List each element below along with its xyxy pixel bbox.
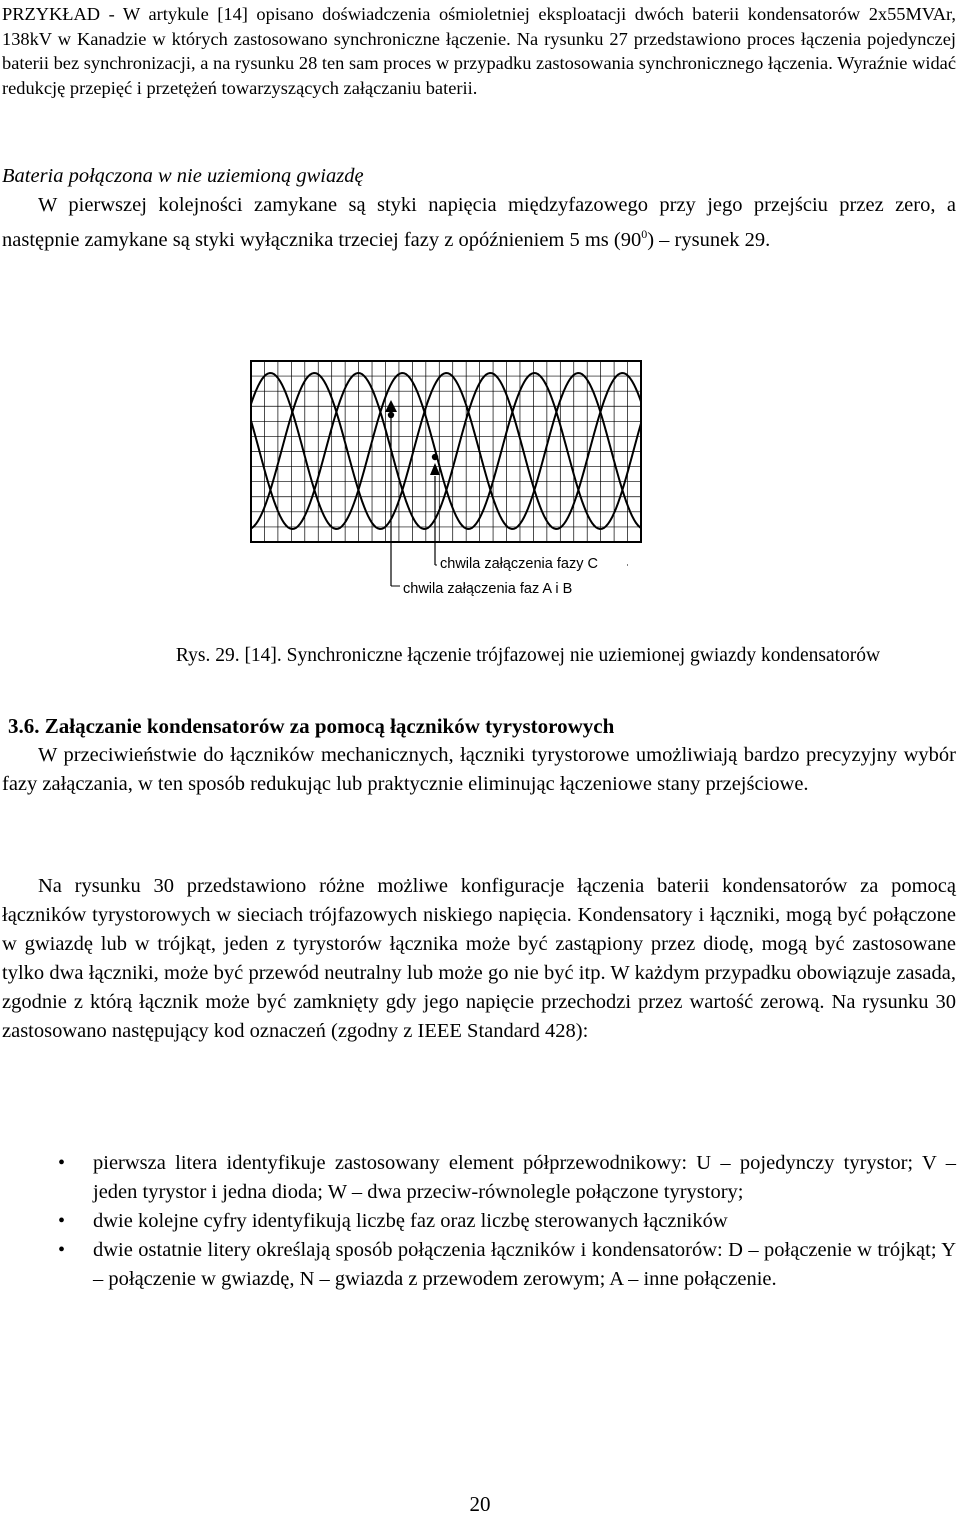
section-paragraph: W przeciwieństwie do łączników mechanicznych, łączniki tyrystorowe umożliwiają bardzo precyzyjny wybór fazy załączania, w ten sposób redukując lub praktycznie eliminując łączeniowe stany przejściowe. [2, 744, 956, 795]
paragraph-star-tail: ) – rysunek 29. [647, 228, 771, 251]
label-phase-c: chwila załączenia fazy C [440, 556, 598, 572]
list-item [0, 1207, 956, 1236]
bullet-icon: • [58, 1152, 66, 1174]
section-heading: 3.6. Załączanie kondensatorów za pomocą łączników tyrystorowych [8, 714, 615, 738]
page-number: 20 [469, 1492, 491, 1516]
code-legend-list [0, 1149, 956, 1294]
label-phase-ab: chwila załączenia faz A i B [403, 581, 573, 597]
grid [251, 361, 641, 542]
list-item [0, 1236, 956, 1294]
list-item-text: dwie ostatnie litery określają sposób połączenia łączników i kondensatorów: D – połączenie w trójkąt; Y – połączenie w gwiazdę, N – gwiazda z przewodem zerowym; A – inne połączenie. [93, 1239, 956, 1290]
paragraph-figure-30: Na rysunku 30 przedstawiono różne możliwe konfiguracje łączenia baterii kondensatorów za pomocą łączników tyrystorowych w sieciach trójfazowych niskiego napięcia. Kondensatory i łączniki, mogą być połączone w gwiazdę lub w trójkąt, jeden z tyrystorów łącznika może być zastąpiony przez diodę, mogą być zastosowane tylko dwa łączniki, może być przewód neutralny lub może go nie być itp. W każdym przypadku obowiązuje zasada, zgodnie z którą łącznik może być zamknięty gdy jego napięcie przechodzi przez wartość zerową. Na rysunku 30 zastosowano następujący kod oznaczeń (zgodny z IEEE Standard 428): [2, 875, 956, 1042]
list-item [0, 1149, 956, 1207]
subheading-ungrounded-star: Bateria połączona w nie uziemioną gwiazdę [2, 165, 364, 187]
degree-superscript: 0 [641, 227, 648, 241]
paragraph-star-text: W pierwszej kolejności zamykane są styki napięcia międzyfazowego przy jego przejściu przez zero, a następnie zamykane są styki wyłącznika trzeciej fazy z opóźnieniem 5 ms (90 [2, 194, 956, 251]
figure-29-waveforms [250, 360, 642, 600]
list-item-text: pierwsza litera identyfikuje zastosowany element półprzewodnikowy: U – pojedynczy tyrystor; V – jeden tyrystor i jedna dioda; W – dwa przeciw-równolegle połączone tyrystory; [93, 1152, 956, 1203]
list-item-text: dwie kolejne cyfry identyfikują liczbę faz oraz liczbę sterowanych łączników [93, 1210, 728, 1232]
paragraph-star-switching [2, 191, 956, 255]
sine-waves [250, 373, 642, 529]
bullet-icon: • [58, 1239, 66, 1261]
bullet-icon: • [58, 1210, 66, 1232]
figure-caption: Rys. 29. [14]. Synchroniczne łączenie trójfazowej nie uziemionej gwiazdy kondensatorów [175, 645, 881, 666]
waveform-diagram [250, 360, 642, 600]
intro-paragraph: PRZYKŁAD - W artykule [14] opisano doświadczenia ośmioletniej eksploatacji dwóch baterii kondensatorów 2x55MVAr, 138kV w Kanadzie w których zastosowano synchroniczne łączenie. Na rysunku 27 przedstawiono proces łączenia pojedynczej baterii bez synchronizacji, a na rysunku 28 ten sam proces w przypadku zastosowania synchronicznego łączenia. Wyraźnie widać redukcję przepięć i przetężeń towarzyszących załączaniu baterii. [2, 4, 956, 98]
dot-c-icon [432, 454, 438, 460]
